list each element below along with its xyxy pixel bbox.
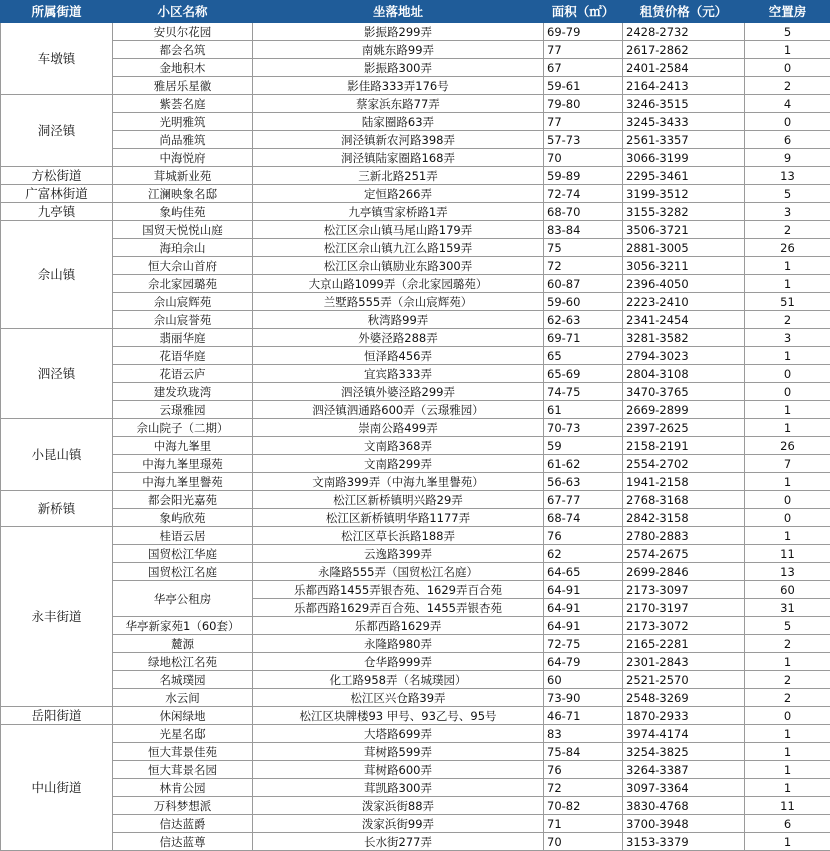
price-cell: 2617-2862 bbox=[623, 41, 745, 59]
address-cell: 崇南公路499弄 bbox=[253, 419, 544, 437]
area-cell: 56-63 bbox=[544, 473, 623, 491]
area-cell: 68-74 bbox=[544, 509, 623, 527]
address-cell: 外婆泾路288弄 bbox=[253, 329, 544, 347]
price-cell: 2396-4050 bbox=[623, 275, 745, 293]
community-name-cell: 国贸松江名庭 bbox=[113, 563, 253, 581]
vacant-cell: 11 bbox=[745, 797, 830, 815]
area-cell: 64-79 bbox=[544, 653, 623, 671]
vacant-cell: 2 bbox=[745, 221, 830, 239]
district-cell: 岳阳街道 bbox=[1, 707, 113, 725]
community-name-cell: 中海悦府 bbox=[113, 149, 253, 167]
price-cell: 2554-2702 bbox=[623, 455, 745, 473]
table-row bbox=[1, 635, 830, 653]
area-cell: 77 bbox=[544, 113, 623, 131]
area-cell: 70 bbox=[544, 833, 623, 851]
address-cell: 秋湾路99弄 bbox=[253, 311, 544, 329]
vacant-cell: 1 bbox=[745, 725, 830, 743]
table-row bbox=[1, 365, 830, 383]
address-cell: 松江区块牌楼93 甲号、93乙号、95号 bbox=[253, 707, 544, 725]
table-row bbox=[1, 131, 830, 149]
area-cell: 62-63 bbox=[544, 311, 623, 329]
address-cell: 洞泾镇陆家圈路168弄 bbox=[253, 149, 544, 167]
community-name-cell: 金地积木 bbox=[113, 59, 253, 77]
community-name-cell: 云璟雅园 bbox=[113, 401, 253, 419]
area-cell: 62 bbox=[544, 545, 623, 563]
area-cell: 72 bbox=[544, 779, 623, 797]
community-name-cell: 尚品雅筑 bbox=[113, 131, 253, 149]
community-name-cell: 花语云庐 bbox=[113, 365, 253, 383]
price-cell: 2401-2584 bbox=[623, 59, 745, 77]
price-cell: 3097-3364 bbox=[623, 779, 745, 797]
price-cell: 3199-3512 bbox=[623, 185, 745, 203]
table-row bbox=[1, 347, 830, 365]
price-cell: 3700-3948 bbox=[623, 815, 745, 833]
area-cell: 64-65 bbox=[544, 563, 623, 581]
price-cell: 2158-2191 bbox=[623, 437, 745, 455]
vacant-cell: 2 bbox=[745, 689, 830, 707]
table-row bbox=[1, 455, 830, 473]
table-row bbox=[1, 527, 830, 545]
header-district: 所属街道 bbox=[1, 1, 113, 23]
price-cell: 2669-2899 bbox=[623, 401, 745, 419]
table-row bbox=[1, 41, 830, 59]
area-cell: 70 bbox=[544, 149, 623, 167]
address-cell: 永隆路555弄（国贸松江名庭） bbox=[253, 563, 544, 581]
area-cell: 60 bbox=[544, 671, 623, 689]
table-row bbox=[1, 257, 830, 275]
community-name-cell: 中海九峯里璟苑 bbox=[113, 455, 253, 473]
area-cell: 64-91 bbox=[544, 599, 623, 617]
table-row bbox=[1, 761, 830, 779]
address-cell: 乐都西路1455弄银杏苑、1629弄百合苑 bbox=[253, 581, 544, 599]
vacant-cell: 3 bbox=[745, 329, 830, 347]
vacant-cell: 1 bbox=[745, 419, 830, 437]
table-row bbox=[1, 23, 830, 41]
address-cell: 松江区兴仓路39弄 bbox=[253, 689, 544, 707]
community-name-cell: 信达蓝尊 bbox=[113, 833, 253, 851]
vacant-cell: 1 bbox=[745, 761, 830, 779]
vacant-cell: 2 bbox=[745, 77, 830, 95]
address-cell: 文南路399弄（中海九峯里譽苑） bbox=[253, 473, 544, 491]
community-name-cell: 恒大茸景佳苑 bbox=[113, 743, 253, 761]
price-cell: 2164-2413 bbox=[623, 77, 745, 95]
vacant-cell: 1 bbox=[745, 401, 830, 419]
area-cell: 70-82 bbox=[544, 797, 623, 815]
community-name-cell: 都会名筑 bbox=[113, 41, 253, 59]
district-cell: 方松街道 bbox=[1, 167, 113, 185]
address-cell: 文南路368弄 bbox=[253, 437, 544, 455]
district-cell: 车墩镇 bbox=[1, 23, 113, 95]
address-cell: 茸凯路300弄 bbox=[253, 779, 544, 797]
community-name-cell: 水云间 bbox=[113, 689, 253, 707]
table-row bbox=[1, 149, 830, 167]
price-cell: 1941-2158 bbox=[623, 473, 745, 491]
area-cell: 59-60 bbox=[544, 293, 623, 311]
price-cell: 1870-2933 bbox=[623, 707, 745, 725]
community-name-cell: 中海九峯里譽苑 bbox=[113, 473, 253, 491]
area-cell: 64-91 bbox=[544, 581, 623, 599]
price-cell: 2295-3461 bbox=[623, 167, 745, 185]
vacant-cell: 9 bbox=[745, 149, 830, 167]
price-cell: 2173-3072 bbox=[623, 617, 745, 635]
table-row bbox=[1, 563, 830, 581]
vacant-cell: 5 bbox=[745, 23, 830, 41]
address-cell: 恒泽路456弄 bbox=[253, 347, 544, 365]
address-cell: 文南路299弄 bbox=[253, 455, 544, 473]
address-cell: 乐都西路1629弄 bbox=[253, 617, 544, 635]
table-row bbox=[1, 473, 830, 491]
vacant-cell: 11 bbox=[745, 545, 830, 563]
price-cell: 2341-2454 bbox=[623, 311, 745, 329]
price-cell: 2699-2846 bbox=[623, 563, 745, 581]
area-cell: 73-90 bbox=[544, 689, 623, 707]
header-area: 面积（㎡） bbox=[544, 1, 623, 23]
price-cell: 2397-2625 bbox=[623, 419, 745, 437]
area-cell: 72 bbox=[544, 257, 623, 275]
area-cell: 57-73 bbox=[544, 131, 623, 149]
community-name-cell: 休闲绿地 bbox=[113, 707, 253, 725]
vacant-cell: 26 bbox=[745, 239, 830, 257]
vacant-cell: 1 bbox=[745, 275, 830, 293]
community-name-cell: 江澜映象名邸 bbox=[113, 185, 253, 203]
table-row bbox=[1, 617, 830, 635]
address-cell: 化工路958弄（名城璞园） bbox=[253, 671, 544, 689]
table-row bbox=[1, 311, 830, 329]
area-cell: 46-71 bbox=[544, 707, 623, 725]
area-cell: 79-80 bbox=[544, 95, 623, 113]
address-cell: 大京山路1099弄（佘北家园璐苑） bbox=[253, 275, 544, 293]
area-cell: 71 bbox=[544, 815, 623, 833]
address-cell: 松江区草长浜路188弄 bbox=[253, 527, 544, 545]
address-cell: 云逸路399弄 bbox=[253, 545, 544, 563]
table-row bbox=[1, 95, 830, 113]
vacant-cell: 0 bbox=[745, 509, 830, 527]
price-cell: 3264-3387 bbox=[623, 761, 745, 779]
area-cell: 59-61 bbox=[544, 77, 623, 95]
address-cell: 长水街277弄 bbox=[253, 833, 544, 851]
table-row bbox=[1, 113, 830, 131]
community-name-cell: 名城璞园 bbox=[113, 671, 253, 689]
price-cell: 2521-2570 bbox=[623, 671, 745, 689]
community-name-cell: 佘山宸辉苑 bbox=[113, 293, 253, 311]
price-cell: 2804-3108 bbox=[623, 365, 745, 383]
table-row bbox=[1, 725, 830, 743]
vacant-cell: 0 bbox=[745, 707, 830, 725]
price-cell: 2561-3357 bbox=[623, 131, 745, 149]
price-cell: 2223-2410 bbox=[623, 293, 745, 311]
address-cell: 定恒路266弄 bbox=[253, 185, 544, 203]
address-cell: 松江区新桥镇明兴路29弄 bbox=[253, 491, 544, 509]
area-cell: 64-91 bbox=[544, 617, 623, 635]
vacant-cell: 5 bbox=[745, 617, 830, 635]
address-cell: 茸树路600弄 bbox=[253, 761, 544, 779]
table-row bbox=[1, 779, 830, 797]
community-name-cell: 绿地松江名苑 bbox=[113, 653, 253, 671]
community-name-cell: 佘山院子（二期） bbox=[113, 419, 253, 437]
vacant-cell: 0 bbox=[745, 491, 830, 509]
area-cell: 83 bbox=[544, 725, 623, 743]
table-row bbox=[1, 293, 830, 311]
price-cell: 2768-3168 bbox=[623, 491, 745, 509]
vacant-cell: 31 bbox=[745, 599, 830, 617]
header-address: 坐落地址 bbox=[253, 1, 544, 23]
address-cell: 影振路299弄 bbox=[253, 23, 544, 41]
header-row bbox=[1, 1, 830, 23]
area-cell: 59 bbox=[544, 437, 623, 455]
table-row bbox=[1, 185, 830, 203]
vacant-cell: 13 bbox=[745, 563, 830, 581]
district-cell: 广富林街道 bbox=[1, 185, 113, 203]
community-name-cell: 象屿欣苑 bbox=[113, 509, 253, 527]
community-name-cell: 光明雅筑 bbox=[113, 113, 253, 131]
address-cell: 蔡家浜东路77弄 bbox=[253, 95, 544, 113]
district-cell: 佘山镇 bbox=[1, 221, 113, 329]
table-row bbox=[1, 167, 830, 185]
price-cell: 2165-2281 bbox=[623, 635, 745, 653]
address-cell: 松江区佘山镇马尾山路179弄 bbox=[253, 221, 544, 239]
address-cell: 兰墅路555弄（佘山宸辉苑） bbox=[253, 293, 544, 311]
vacant-cell: 2 bbox=[745, 311, 830, 329]
area-cell: 72-74 bbox=[544, 185, 623, 203]
table-row bbox=[1, 833, 830, 851]
table-row bbox=[1, 743, 830, 761]
table-body bbox=[1, 23, 830, 851]
price-cell: 3470-3765 bbox=[623, 383, 745, 401]
area-cell: 69-79 bbox=[544, 23, 623, 41]
community-name-cell: 佘北家园璐苑 bbox=[113, 275, 253, 293]
vacant-cell: 1 bbox=[745, 41, 830, 59]
price-cell: 3056-3211 bbox=[623, 257, 745, 275]
header-community: 小区名称 bbox=[113, 1, 253, 23]
header-price: 租赁价格（元） bbox=[623, 1, 745, 23]
price-cell: 2170-3197 bbox=[623, 599, 745, 617]
price-cell: 3245-3433 bbox=[623, 113, 745, 131]
table-row bbox=[1, 707, 830, 725]
address-cell: 泗泾镇外婆泾路299弄 bbox=[253, 383, 544, 401]
price-cell: 3153-3379 bbox=[623, 833, 745, 851]
table-row bbox=[1, 581, 830, 599]
price-cell: 3066-3199 bbox=[623, 149, 745, 167]
address-cell: 泗泾镇泗通路600弄（云璟雅园） bbox=[253, 401, 544, 419]
community-name-cell: 国贸天悦悦山庭 bbox=[113, 221, 253, 239]
table-row bbox=[1, 59, 830, 77]
community-name-cell: 紫荟名庭 bbox=[113, 95, 253, 113]
area-cell: 76 bbox=[544, 761, 623, 779]
area-cell: 70-73 bbox=[544, 419, 623, 437]
district-cell: 泗泾镇 bbox=[1, 329, 113, 419]
price-cell: 3830-4768 bbox=[623, 797, 745, 815]
table-row bbox=[1, 239, 830, 257]
community-name-cell: 象屿佳苑 bbox=[113, 203, 253, 221]
vacant-cell: 2 bbox=[745, 671, 830, 689]
area-cell: 65-69 bbox=[544, 365, 623, 383]
community-name-cell: 花语华庭 bbox=[113, 347, 253, 365]
address-cell: 茸树路599弄 bbox=[253, 743, 544, 761]
address-cell: 松江区佘山镇励业东路300弄 bbox=[253, 257, 544, 275]
community-name-cell: 翡丽华庭 bbox=[113, 329, 253, 347]
community-name-cell: 建发玖珑湾 bbox=[113, 383, 253, 401]
area-cell: 83-84 bbox=[544, 221, 623, 239]
vacant-cell: 1 bbox=[745, 779, 830, 797]
community-name-cell: 光星名邸 bbox=[113, 725, 253, 743]
area-cell: 72-75 bbox=[544, 635, 623, 653]
vacant-cell: 0 bbox=[745, 383, 830, 401]
table-row bbox=[1, 77, 830, 95]
area-cell: 61-62 bbox=[544, 455, 623, 473]
community-name-cell: 中海九峯里 bbox=[113, 437, 253, 455]
community-name-cell: 都会阳光嘉苑 bbox=[113, 491, 253, 509]
table-row bbox=[1, 491, 830, 509]
area-cell: 69-71 bbox=[544, 329, 623, 347]
address-cell: 三新北路251弄 bbox=[253, 167, 544, 185]
address-cell: 宜宾路333弄 bbox=[253, 365, 544, 383]
address-cell: 泼家浜街99弄 bbox=[253, 815, 544, 833]
table-row bbox=[1, 437, 830, 455]
community-name-cell: 恒大佘山首府 bbox=[113, 257, 253, 275]
address-cell: 南姚东路99弄 bbox=[253, 41, 544, 59]
vacant-cell: 0 bbox=[745, 365, 830, 383]
price-cell: 2574-2675 bbox=[623, 545, 745, 563]
address-cell: 松江区新桥镇明华路1177弄 bbox=[253, 509, 544, 527]
vacant-cell: 3 bbox=[745, 203, 830, 221]
vacant-cell: 26 bbox=[745, 437, 830, 455]
community-name-cell: 恒大茸景名园 bbox=[113, 761, 253, 779]
address-cell: 仓华路999弄 bbox=[253, 653, 544, 671]
area-cell: 60-87 bbox=[544, 275, 623, 293]
table-row bbox=[1, 401, 830, 419]
price-cell: 3281-3582 bbox=[623, 329, 745, 347]
community-name-cell: 林肯公园 bbox=[113, 779, 253, 797]
vacant-cell: 6 bbox=[745, 131, 830, 149]
table-row bbox=[1, 545, 830, 563]
table-row bbox=[1, 275, 830, 293]
area-cell: 76 bbox=[544, 527, 623, 545]
community-name-cell: 雅居乐星徽 bbox=[113, 77, 253, 95]
table-row bbox=[1, 815, 830, 833]
vacant-cell: 1 bbox=[745, 347, 830, 365]
vacant-cell: 0 bbox=[745, 59, 830, 77]
vacant-cell: 51 bbox=[745, 293, 830, 311]
table-row bbox=[1, 383, 830, 401]
vacant-cell: 0 bbox=[745, 113, 830, 131]
community-name-cell: 安贝尔花园 bbox=[113, 23, 253, 41]
address-cell: 影佳路333弄176号 bbox=[253, 77, 544, 95]
district-cell: 洞泾镇 bbox=[1, 95, 113, 167]
table-row bbox=[1, 329, 830, 347]
address-cell: 泼家浜街88弄 bbox=[253, 797, 544, 815]
vacant-cell: 1 bbox=[745, 473, 830, 491]
vacant-cell: 1 bbox=[745, 743, 830, 761]
district-cell: 中山街道 bbox=[1, 725, 113, 851]
table-row bbox=[1, 419, 830, 437]
community-name-cell: 麓源 bbox=[113, 635, 253, 653]
community-name-cell: 国贸松江华庭 bbox=[113, 545, 253, 563]
community-name-cell: 海珀佘山 bbox=[113, 239, 253, 257]
price-cell: 2173-3097 bbox=[623, 581, 745, 599]
vacant-cell: 7 bbox=[745, 455, 830, 473]
table-row bbox=[1, 203, 830, 221]
area-cell: 65 bbox=[544, 347, 623, 365]
district-cell: 九亭镇 bbox=[1, 203, 113, 221]
area-cell: 59-89 bbox=[544, 167, 623, 185]
address-cell: 松江区佘山镇九江么路159弄 bbox=[253, 239, 544, 257]
vacant-cell: 2 bbox=[745, 635, 830, 653]
area-cell: 75-84 bbox=[544, 743, 623, 761]
price-cell: 3974-4174 bbox=[623, 725, 745, 743]
vacant-cell: 5 bbox=[745, 185, 830, 203]
table-row bbox=[1, 509, 830, 527]
table-row bbox=[1, 221, 830, 239]
vacant-cell: 1 bbox=[745, 527, 830, 545]
vacant-cell: 60 bbox=[745, 581, 830, 599]
area-cell: 61 bbox=[544, 401, 623, 419]
address-cell: 永隆路980弄 bbox=[253, 635, 544, 653]
vacant-cell: 4 bbox=[745, 95, 830, 113]
vacant-cell: 6 bbox=[745, 815, 830, 833]
price-cell: 3246-3515 bbox=[623, 95, 745, 113]
vacant-cell: 1 bbox=[745, 257, 830, 275]
address-cell: 影振路300弄 bbox=[253, 59, 544, 77]
price-cell: 2548-3269 bbox=[623, 689, 745, 707]
vacant-cell: 1 bbox=[745, 653, 830, 671]
price-cell: 2301-2843 bbox=[623, 653, 745, 671]
address-cell: 乐都西路1629弄百合苑、1455弄银杏苑 bbox=[253, 599, 544, 617]
price-cell: 2794-3023 bbox=[623, 347, 745, 365]
header-vacant: 空置房 bbox=[745, 1, 830, 23]
area-cell: 68-70 bbox=[544, 203, 623, 221]
area-cell: 75 bbox=[544, 239, 623, 257]
community-name-cell: 佘山宸誉苑 bbox=[113, 311, 253, 329]
community-name-cell: 万科梦想派 bbox=[113, 797, 253, 815]
area-cell: 77 bbox=[544, 41, 623, 59]
community-name-cell: 信达蓝爵 bbox=[113, 815, 253, 833]
district-cell: 新桥镇 bbox=[1, 491, 113, 527]
vacant-cell: 1 bbox=[745, 833, 830, 851]
address-cell: 洞泾镇新农河路398弄 bbox=[253, 131, 544, 149]
price-cell: 3506-3721 bbox=[623, 221, 745, 239]
address-cell: 大塔路699弄 bbox=[253, 725, 544, 743]
area-cell: 74-75 bbox=[544, 383, 623, 401]
community-name-cell: 茸城新业苑 bbox=[113, 167, 253, 185]
price-cell: 2881-3005 bbox=[623, 239, 745, 257]
table-row bbox=[1, 671, 830, 689]
price-cell: 2842-3158 bbox=[623, 509, 745, 527]
district-cell: 小昆山镇 bbox=[1, 419, 113, 491]
price-cell: 3155-3282 bbox=[623, 203, 745, 221]
table-row bbox=[1, 653, 830, 671]
table-row bbox=[1, 797, 830, 815]
community-name-cell: 华亭新家苑1（60套） bbox=[113, 617, 253, 635]
address-cell: 九亭镇雪家桥路1弄 bbox=[253, 203, 544, 221]
area-cell: 67 bbox=[544, 59, 623, 77]
community-name-cell: 华亭公租房 bbox=[113, 581, 253, 617]
community-name-cell: 桂语云居 bbox=[113, 527, 253, 545]
price-cell: 2428-2732 bbox=[623, 23, 745, 41]
price-cell: 2780-2883 bbox=[623, 527, 745, 545]
vacant-cell: 13 bbox=[745, 167, 830, 185]
area-cell: 67-77 bbox=[544, 491, 623, 509]
address-cell: 陆家圈路63弄 bbox=[253, 113, 544, 131]
price-cell: 3254-3825 bbox=[623, 743, 745, 761]
district-cell: 永丰街道 bbox=[1, 527, 113, 707]
table-row bbox=[1, 689, 830, 707]
